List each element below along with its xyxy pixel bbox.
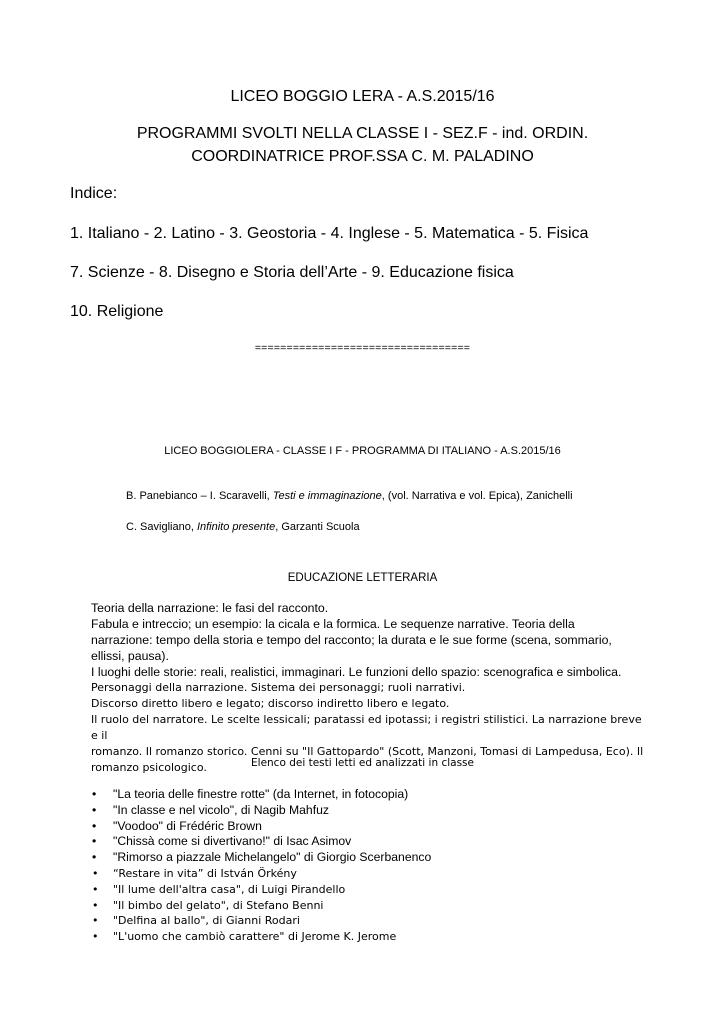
text-title: "Delfina al ballo", di Gianni Rodari xyxy=(113,914,300,928)
list-item xyxy=(92,787,652,803)
section-heading: LICEO BOGGIOLERA - CLASSE I F - PROGRAMMA DI ITALIANO - A.S.2015/16 xyxy=(164,445,561,457)
bullet-icon: • xyxy=(92,850,97,865)
program-line: Teoria della narrazione: le fasi del racconto. xyxy=(91,601,329,615)
index-row-1: 1. Italiano - 2. Latino - 3. Geostoria - 4. Inglese - 5. Matematica - 5. Fisica xyxy=(70,225,589,242)
textbook-2-title: Infinito presente xyxy=(196,521,276,533)
list-item xyxy=(92,819,652,835)
bullet-icon: • xyxy=(92,866,99,880)
list-item xyxy=(92,803,652,819)
program-line: Discorso diretto libero e legato; discorso indiretto libero e legato. xyxy=(91,697,450,710)
index-title: Indice: xyxy=(70,185,118,202)
text-title: "La teoria delle finestre rotte" (da Internet, in fotocopia) xyxy=(113,787,409,801)
coordinator-line: COORDINATRICE PROF.SSA C. M. PALADINO xyxy=(191,148,534,165)
index-row-2: 7. Scienze - 8. Disegno e Storia dell’Arte - 9. Educazione fisica xyxy=(70,264,514,281)
textbook-2 xyxy=(126,521,360,533)
text-title: "Voodoo" di Frédéric Brown xyxy=(113,818,262,833)
list-item xyxy=(92,898,652,914)
list-item xyxy=(92,913,652,929)
program-line: ellissi, pausa). xyxy=(91,649,169,663)
bullet-icon: • xyxy=(92,818,97,833)
text-title: "Rimorso a piazzale Michelangelo" di Giorgio Scerbanenco xyxy=(113,850,432,865)
textbook-2-details: , Garzanti Scuola xyxy=(275,521,360,533)
program-line: I luoghi delle storie: reali, realistici, immaginari. Le funzioni dello spazio: scenografica e simbolica. xyxy=(91,665,622,679)
text-title: "L'uomo che cambiò carattere" di Jerome K. Jerome xyxy=(113,930,397,944)
text-title: "Il lume dell'altra casa", di Luigi Pirandello xyxy=(113,882,346,896)
bullet-icon: • xyxy=(92,930,99,944)
textbook-1-title: Testi e immaginazione xyxy=(272,490,382,502)
bullet-icon: • xyxy=(92,898,99,912)
list-item xyxy=(92,850,652,866)
textbook-2-authors: C. Savigliano, xyxy=(126,521,197,533)
text-title: “Restare in vita” di István Örkény xyxy=(113,866,297,880)
text-title: "In classe e nel vicolo", di Nagib Mahfuz xyxy=(113,802,329,817)
program-line: romanzo psicologico. xyxy=(91,761,207,774)
list-item xyxy=(92,929,652,945)
separator-line: ================================== xyxy=(254,342,471,354)
program-line: Fabula e intreccio; un esempio: la cicala e la formica. Le sequenze narrative. Teoria della xyxy=(91,617,575,631)
text-title: "Il bimbo del gelato", di Stefano Benni xyxy=(113,898,324,912)
bullet-icon: • xyxy=(92,914,99,928)
index-row-3: 10. Religione xyxy=(70,303,164,320)
bullet-icon: • xyxy=(92,802,97,817)
program-body xyxy=(91,600,651,776)
text-title: "Chissà come si divertivano!" di Isac Asimov xyxy=(113,834,352,849)
school-title: LICEO BOGGIO LERA - A.S.2015/16 xyxy=(230,88,495,105)
programs-title: PROGRAMMI SVOLTI NELLA CLASSE I - SEZ.F - ind. ORDIN. xyxy=(136,125,589,142)
textbook-1-details: , (vol. Narrativa e vol. Epica), Zanichelli xyxy=(381,490,573,502)
texts-list-title: Elenco dei testi letti ed analizzati in classe xyxy=(251,757,474,769)
bullet-icon: • xyxy=(92,882,99,896)
textbook-1-authors: B. Panebianco – I. Scaravelli, xyxy=(126,490,273,502)
bullet-icon: • xyxy=(92,834,97,849)
list-item xyxy=(92,882,652,898)
subheading: EDUCAZIONE LETTERARIA xyxy=(287,572,438,584)
program-line: Personaggi della narrazione. Sistema dei personaggi; ruoli narrativi. xyxy=(91,681,466,694)
list-item xyxy=(92,834,652,850)
bullet-icon: • xyxy=(92,787,97,801)
textbook-1 xyxy=(126,490,573,502)
program-line: Il ruolo del narratore. Le scelte lessicali; paratassi ed ipotassi; i registri stilistici. La narrazione breve e il xyxy=(91,713,642,742)
list-item xyxy=(92,866,652,882)
texts-list xyxy=(92,787,652,945)
program-line: narrazione: tempo della storia e tempo del racconto; la durata e le sue forme (scena, sommario, xyxy=(91,633,612,647)
program-line: romanzo. Il romanzo storico. Cenni su "Il Gattopardo" (Scott, Manzoni, Tomasi di Lampedusa, Eco). Il xyxy=(91,745,644,758)
